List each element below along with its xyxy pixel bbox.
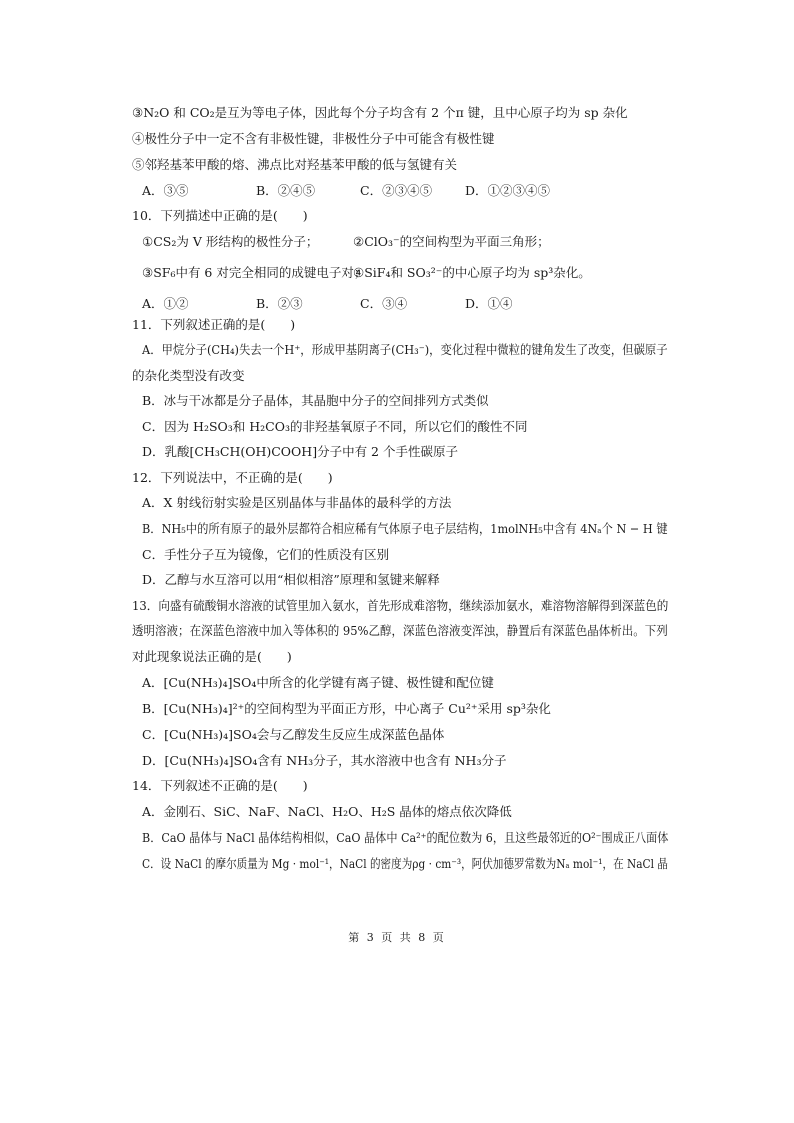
q11-option-d: D．乳酸[CH₃CH(OH)COOH]分子中有 2 个手性碳原子 <box>142 444 458 459</box>
q11-option-c: C．因为 H₂SO₃和 H₂CO₃的非羟基氧原子不同，所以它们的酸性不同 <box>142 419 528 434</box>
q13-option-b: B．[Cu(NH₃)₄]²⁺的空间构型为平面正方形，中心离子 Cu²⁺采用 sp³杂化 <box>142 701 551 716</box>
q13-option-c: C．[Cu(NH₃)₄]SO₄会与乙醇发生反应生成深蓝色晶体 <box>142 727 445 742</box>
q13-stem-line-3: 对此现象说法正确的是( ) <box>132 649 292 664</box>
q11-option-b: B．冰与干冰都是分子晶体，其晶胞中分子的空间排列方式类似 <box>142 393 489 408</box>
statement-4: ④极性分子中一定不含有非极性键，非极性分子中可能含有极性键 <box>132 131 495 146</box>
q10-statement-4: ④SiF₄和 SO₃²⁻的中心原子均为 sp³杂化。 <box>353 265 591 280</box>
q9-option-d: D．①②③④⑤ <box>465 183 551 198</box>
q10-option-c: C．③④ <box>360 296 408 311</box>
q10-option-b: B．②③ <box>256 296 303 311</box>
q14-option-a: A．金刚石、SiC、NaF、NaCl、H₂O、H₂S 晶体的熔点依次降低 <box>142 804 512 819</box>
q12-option-a: A．X 射线衍射实验是区别晶体与非晶体的最科学的方法 <box>142 495 452 510</box>
statement-3: ③N₂O 和 CO₂是互为等电子体，因此每个分子均含有 2 个π 键，且中心原子均为 sp 杂化 <box>132 105 628 120</box>
page-number: 第 3 页 共 8 页 <box>348 931 446 944</box>
q13-stem-line-1: 13．向盛有硫酸铜水溶液的试管里加入氨水，首先形成难溶物，继续添加氨水，难溶物溶解得到深蓝色的 <box>132 598 669 613</box>
q14-option-c: C．设 NaCl 的摩尔质量为 Mg · mol⁻¹，NaCl 的密度为ρg · cm⁻³，阿伏加德罗常数为Nₐ mol⁻¹，在 NaCl 晶 <box>142 856 668 871</box>
q12-stem: 12．下列说法中，不正确的是( ) <box>132 470 333 485</box>
q10-statement-3: ③SF₆中有 6 对完全相同的成键电子对； <box>142 265 367 280</box>
q11-stem: 11．下列叙述正确的是( ) <box>132 317 296 332</box>
q11-option-a: A．甲烷分子(CH₄)失去一个H⁺，形成甲基阴离子(CH₃⁻)，变化过程中微粒的键角发生了改变，但碳原子 <box>142 342 668 357</box>
q9-option-c: C．②③④⑤ <box>360 183 433 198</box>
q12-option-d: D．乙醇与水互溶可以用“相似相溶”原理和氢键来解释 <box>142 572 440 587</box>
q10-option-d: D．①④ <box>465 296 513 311</box>
q13-stem-line-2: 透明溶液；在深蓝色溶液中加入等体积的 95%乙醇，深蓝色溶液变浑浊，静置后有深蓝色晶体析出。下列 <box>132 623 668 638</box>
q9-option-a: A．③⑤ <box>142 183 189 198</box>
q13-option-a: A．[Cu(NH₃)₄]SO₄中所含的化学键有离子键、极性键和配位键 <box>142 675 494 690</box>
q14-option-b: B．CaO 晶体与 NaCl 晶体结构相似，CaO 晶体中 Ca²⁺的配位数为 6，且这些最邻近的O²⁻围成正八面体 <box>142 830 669 845</box>
q13-option-d: D．[Cu(NH₃)₄]SO₄含有 NH₃分子，其水溶液中也含有 NH₃分子 <box>142 753 507 768</box>
q9-option-b: B．②④⑤ <box>256 183 316 198</box>
q10-stem: 10．下列描述中正确的是( ) <box>132 208 308 223</box>
q10-statement-1: ①CS₂为 V 形结构的极性分子； <box>142 234 319 249</box>
q14-stem: 14．下列叙述不正确的是( ) <box>132 778 308 793</box>
q10-option-a: A．①② <box>142 296 189 311</box>
statement-5: ⑤邻羟基苯甲酸的熔、沸点比对羟基苯甲酸的低与氢键有关 <box>132 157 458 172</box>
q12-option-b: B．NH₅中的所有原子的最外层都符合相应稀有气体原子电子层结构，1molNH₅中含有 4Nₐ个 N − H 键 <box>142 521 668 536</box>
q10-statement-2: ②ClO₃⁻的空间构型为平面三角形； <box>353 234 550 249</box>
q11-option-a-cont: 的杂化类型没有改变 <box>132 368 245 383</box>
q12-option-c: C．手性分子互为镜像，它们的性质没有区别 <box>142 547 390 562</box>
